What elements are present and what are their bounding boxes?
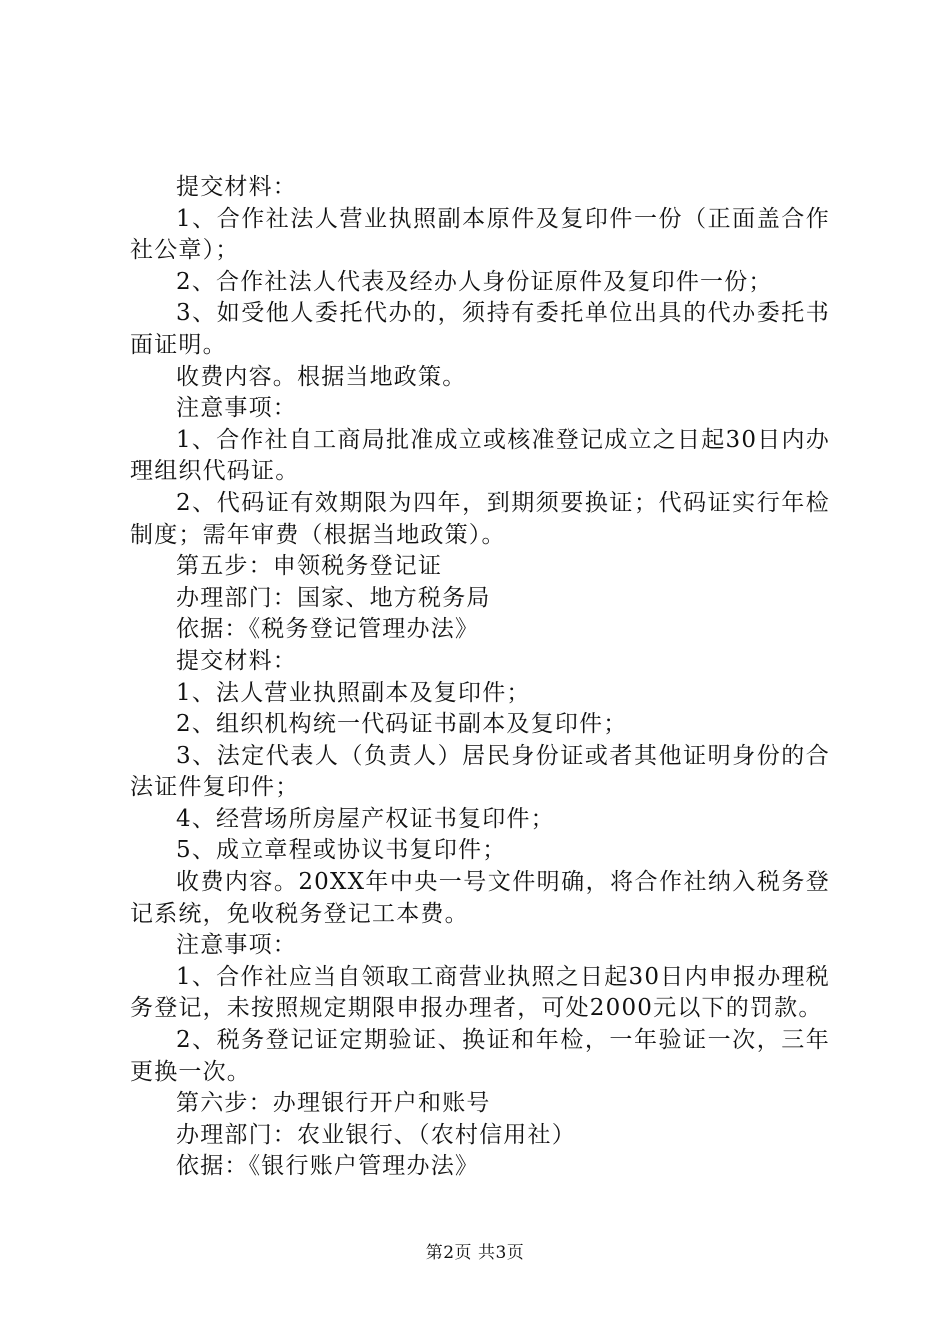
paragraph: 收费内容。20XX年中央一号文件明确，将合作社纳入税务登记系统，免收税务登记工本费。 bbox=[130, 869, 830, 927]
paragraph: 2、代码证有效期限为四年，到期须要换证；代码证实行年检制度；需年审费（根据当地政策）。 bbox=[130, 489, 830, 548]
paragraph: 注意事项： bbox=[176, 395, 297, 422]
paragraph: 5、成立章程或协议书复印件； bbox=[176, 837, 507, 864]
paragraph: 2、税务登记证定期验证、换证和年检，一年验证一次，三年更换一次。 bbox=[130, 1027, 830, 1085]
paragraph: 2、合作社法人代表及经办人身份证原件及复印件一份； bbox=[176, 268, 773, 295]
paragraph: 1、合作社法人营业执照副本原件及复印件一份（正面盖合作社公章）； bbox=[130, 205, 830, 264]
section-heading: 第五步：申领税务登记证 bbox=[176, 553, 443, 580]
paragraph: 提交材料： bbox=[176, 174, 297, 200]
paragraph: 依据：《银行账户管理办法》 bbox=[176, 1153, 480, 1180]
paragraph: 2、组织机构统一代码证书副本及复印件； bbox=[176, 711, 628, 738]
paragraph: 注意事项： bbox=[176, 932, 297, 959]
page-footer bbox=[0, 1242, 950, 1264]
document-body bbox=[130, 172, 830, 1183]
paragraph: 4、经营场所房屋产权证书复印件； bbox=[176, 805, 555, 832]
paragraph: 收费内容。根据当地政策。 bbox=[176, 363, 467, 390]
paragraph: 1、法人营业执照副本及复印件； bbox=[176, 679, 531, 706]
paragraph: 3、法定代表人（负责人）居民身份证或者其他证明身份的合法证件复印件； bbox=[130, 742, 830, 801]
page-number-label: 第2页 共3页 bbox=[425, 1243, 525, 1263]
paragraph: 3、如受他人委托代办的，须持有委托单位出具的代办委托书面证明。 bbox=[130, 300, 830, 358]
paragraph: 依据：《税务登记管理办法》 bbox=[176, 616, 480, 643]
paragraph: 办理部门：国家、地方税务局 bbox=[176, 584, 491, 611]
section-heading: 第六步：办理银行开户和账号 bbox=[176, 1090, 491, 1117]
paragraph: 提交材料： bbox=[176, 647, 297, 674]
paragraph: 1、合作社自工商局批准成立或核准登记成立之日起30日内办理组织代码证。 bbox=[130, 426, 830, 485]
paragraph: 办理部门：农业银行、（农村信用社） bbox=[176, 1121, 576, 1148]
paragraph: 1、合作社应当自领取工商营业执照之日起30日内申报办理税务登记，未按照规定期限申报办理者，可处2000元以下的罚款。 bbox=[130, 963, 830, 1022]
